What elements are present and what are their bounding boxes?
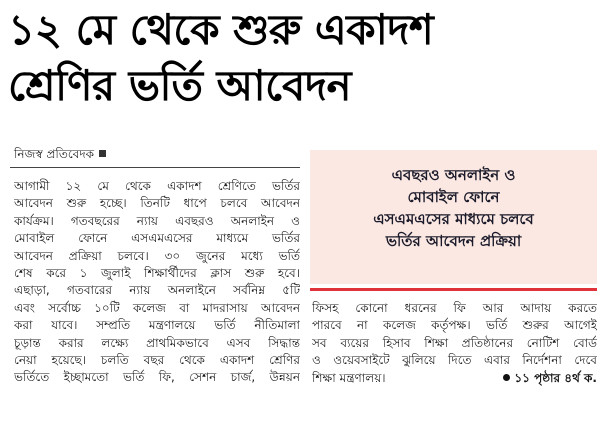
body-left-line-3: কার্যক্রম। গতবছরের ন্যায় এবছরও অনলাইন ও	[14, 213, 300, 228]
pull-quote-line-2: মোবাইল ফোনে	[407, 188, 500, 206]
pull-quote-line-4: ভর্তির আবেদন প্রক্রিয়া	[385, 232, 522, 250]
body-right-line-4: ও ওয়েবসাইটে ঝুলিয়ে দিতে এবার নির্দেশনা দেবে	[312, 353, 597, 368]
headline	[8, 2, 603, 114]
body-left-line-1: আগামী ১২ মে থেকে একাদশ শ্রেণিতে ভর্তির	[14, 179, 300, 193]
pull-quote-line-1: এবছরও অনলাইন ও	[391, 166, 516, 184]
body-right-line-5	[312, 370, 597, 387]
body-right-final-text: শিক্ষা মন্ত্রণালয়।	[312, 370, 386, 385]
pull-quote-red-rule	[310, 288, 597, 291]
byline-text: নিজস্ব প্রতিবেদক	[14, 147, 95, 161]
continued-on-page-link[interactable]	[503, 370, 597, 387]
headline-line-2: শ্রেণির ভর্তি আবেদন	[8, 61, 352, 110]
body-right-line-1: ফিসহ কোনো ধরনের ফি আর আদায় করতে	[312, 301, 597, 315]
body-left-line-12: ভর্তিতে ইচ্ছামতো ভর্তি ফি, সেশন চার্জ, উন্নয়ন	[14, 370, 300, 385]
square-bullet-icon	[99, 150, 106, 157]
body-left-line-2: আবেদন শুরু হচ্ছে। তিনটি ধাপে চলবে আবেদন	[14, 196, 300, 211]
byline	[14, 146, 106, 162]
body-left-line-4: মোবাইল ফোনে এসএমএসের মাধ্যমে ভর্তির	[14, 231, 300, 246]
article-body-right-column	[312, 300, 597, 387]
headline-line-1: ১২ মে থেকে শুরু একাদশ	[8, 5, 434, 54]
body-left-line-6: শেষ করে ১ জুলাই শিক্ষার্থীদের ক্লাস শুরু হবে।	[14, 266, 300, 281]
body-right-line-3: সব ব্যয়ের হিসাব শিক্ষা প্রতিষ্ঠানের নোটিশ বোর্ড	[312, 335, 597, 350]
body-left-line-11: নেয়া হয়েছে। চলতি বছর থেকে একাদশ শ্রেণির	[14, 353, 300, 368]
pull-quote-line-3: এসএমএসের মাধ্যমে চলবে	[373, 210, 534, 228]
article-body-left-column	[14, 178, 300, 387]
body-left-line-7: এছাড়া, গতবারের ন্যায় অনলাইনে সর্বনিম্ন ৫টি	[14, 283, 300, 298]
byline-divider	[10, 167, 300, 168]
body-left-line-10: চূড়ান্ত করার লক্ষ্যে প্রাথমিকভাবে এসব সিদ্ধান্ত	[14, 335, 300, 350]
body-left-line-8: এবং সর্বোচ্চ ১০টি কলেজ বা মাদরাসায় আবেদন	[14, 300, 300, 315]
round-bullet-icon	[503, 374, 510, 381]
body-right-line-2: পারবে না কলেজ কর্তৃপক্ষ। ভর্তি শুরুর আগেই	[312, 318, 597, 333]
body-left-line-5: আবেদন প্রক্রিয়া চলবে। ৩০ জুনের মধ্যে ভর্তি	[14, 248, 300, 263]
continued-text: ১১ পৃষ্ঠার ৪র্থ ক.	[514, 370, 597, 385]
pull-quote-box	[310, 150, 597, 284]
body-left-line-9: করা যাবে। সম্প্রতি মন্ত্রণালয়ে ভর্তি নীতিমালা	[14, 318, 300, 333]
